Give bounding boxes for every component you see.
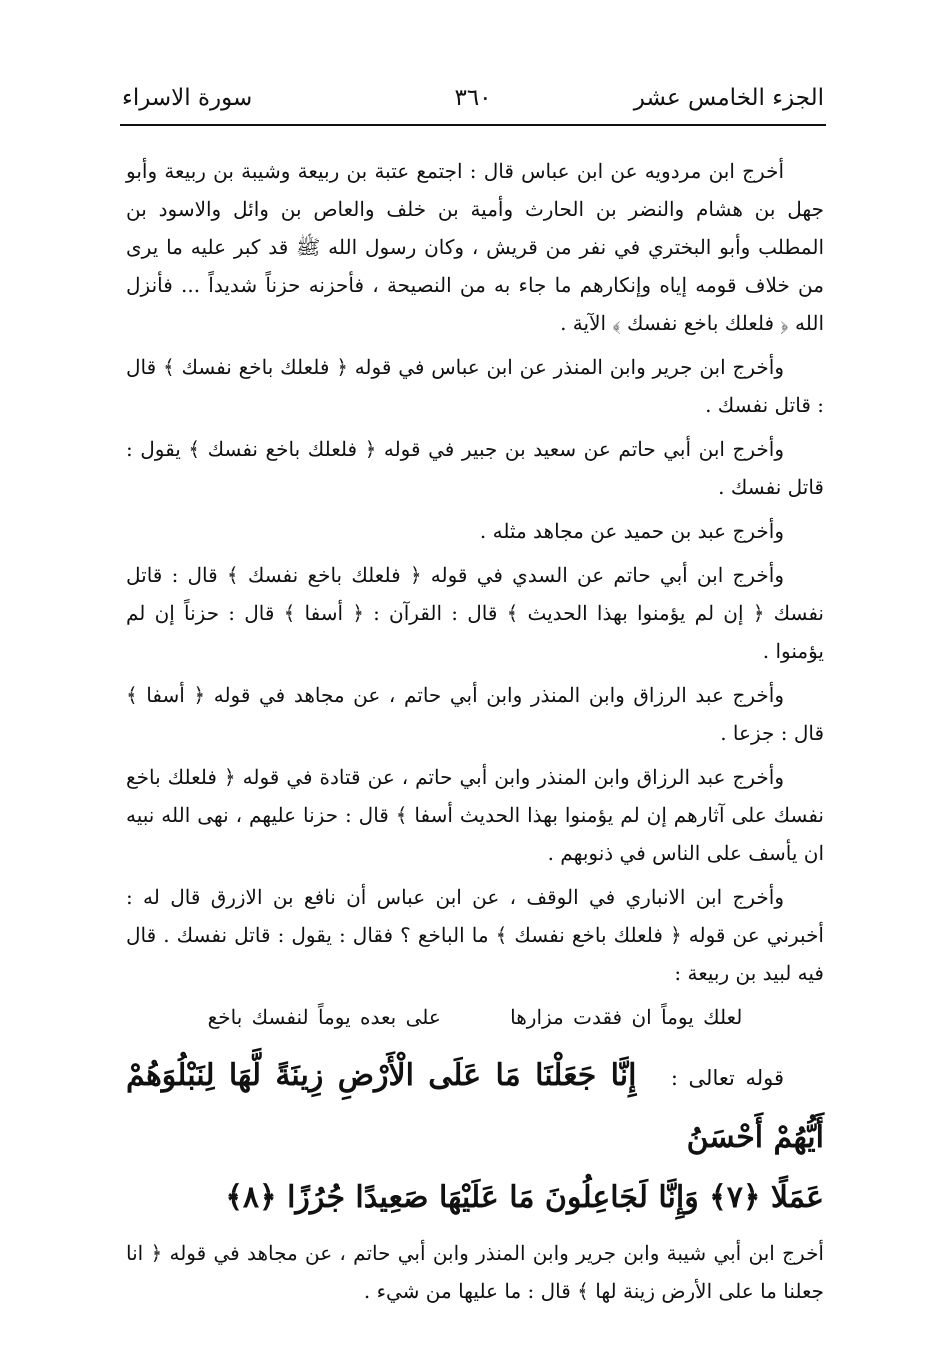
paragraph: وأخرج عبد بن حميد عن مجاهد مثله . xyxy=(479,519,784,543)
page-header xyxy=(122,80,824,116)
juz-title: الجزء الخامس عشر xyxy=(633,85,824,111)
page-number: ٣٦٠ xyxy=(454,85,492,111)
poem-hemistich-first: لعلك يوماً ان فقدت مزارها xyxy=(510,1005,743,1029)
quran-line-2: عَمَلًا ﴿٧﴾ وَإِنَّا لَجَاعِلُونَ مَا عَلَيْهَا صَعِيدًا جُرُزًا ﴿٨﴾ xyxy=(225,1180,824,1215)
poem-verse xyxy=(126,998,824,1036)
header-divider xyxy=(120,124,826,126)
paragraph: وأخرج عبد الرزاق وابن المنذر وابن أبي حاتم ، عن مجاهد في قوله ﴿ أسفا ﴾ قال : جزعا . xyxy=(126,683,824,745)
quran-verse-block xyxy=(126,1046,824,1228)
page-body xyxy=(126,152,824,1316)
paragraph: وأخرج ابن أبي حاتم عن السدي في قوله ﴿ فلعلك باخع نفسك ﴾ قال : قاتل نفسك ﴿ إن لم يؤمنوا بهذا الحديث ﴾ قال : القرآن : ﴿ أسفا ﴾ قال : حزناً إن لم يؤمنوا . xyxy=(126,563,824,663)
paragraph: وأخرج ابن الانباري في الوقف ، عن ابن عباس أن نافع بن الازرق قال له : أخبرني عن قوله ﴿ فلعلك باخع نفسك ﴾ ما الباخع ؟ فقال : يقول : قاتل نفسك . قال فيه لبيد بن ربيعة : xyxy=(126,885,824,985)
paragraph: وأخرج ابن جرير وابن المنذر عن ابن عباس في قوله ﴿ فلعلك باخع نفسك ﴾ قال : قاتل نفسك . xyxy=(126,355,824,417)
paragraph: وأخرج ابن أبي حاتم عن سعيد بن جبير في قوله ﴿ فلعلك باخع نفسك ﴾ يقول : قاتل نفسك . xyxy=(126,437,824,499)
quran-intro: قوله تعالى : xyxy=(670,1066,784,1090)
closing-paragraph: أخرج ابن أبي شيبة وابن جرير وابن المنذر وابن أبي حاتم ، عن مجاهد في قوله ﴿ انا جعلنا ما على الأرض زينة لها ﴾ قال : ما عليها من شيء . xyxy=(126,1241,824,1303)
surah-title: سورة الاسراء xyxy=(122,85,253,111)
paragraph: وأخرج عبد الرزاق وابن المنذر وابن أبي حاتم ، عن قتادة في قوله ﴿ فلعلك باخع نفسك على آثارهم إن لم يؤمنوا بهذا الحديث أسفا ﴾ قال : حزنا عليهم ، نهى الله نبيه ان يأسف على الناس في ذنوبهم . xyxy=(126,765,824,865)
poem-hemistich-second: على بعده يوماً لنفسك باخع xyxy=(207,1005,441,1029)
quran-text-1: إِنَّا جَعَلْنَا مَا عَلَى الْأَرْضِ زِينَةً لَّهَا لِنَبْلُوَهُمْ أَيُّهُمْ أَحْسَنُ xyxy=(126,1058,824,1155)
quran-line-1 xyxy=(126,1046,824,1168)
paragraph: أخرج ابن مردويه عن ابن عباس قال : اجتمع عتبة بن ربيعة وشيبة بن ربيعة وأبو جهل بن هشام والنضر بن الحارث وأمية بن خلف والعاص بن وائل والاسود بن المطلب وأبو البختري في نفر من قريش ، وكان رسول الله ﷺ قد كبر عليه ما يرى من خلاف قومه إياه وإنكارهم ما جاء به من النصيحة ، فأحزنه حزناً شديداً ... فأنزل الله ﴿ فلعلك باخع نفسك ﴾ الآية . xyxy=(126,159,824,335)
